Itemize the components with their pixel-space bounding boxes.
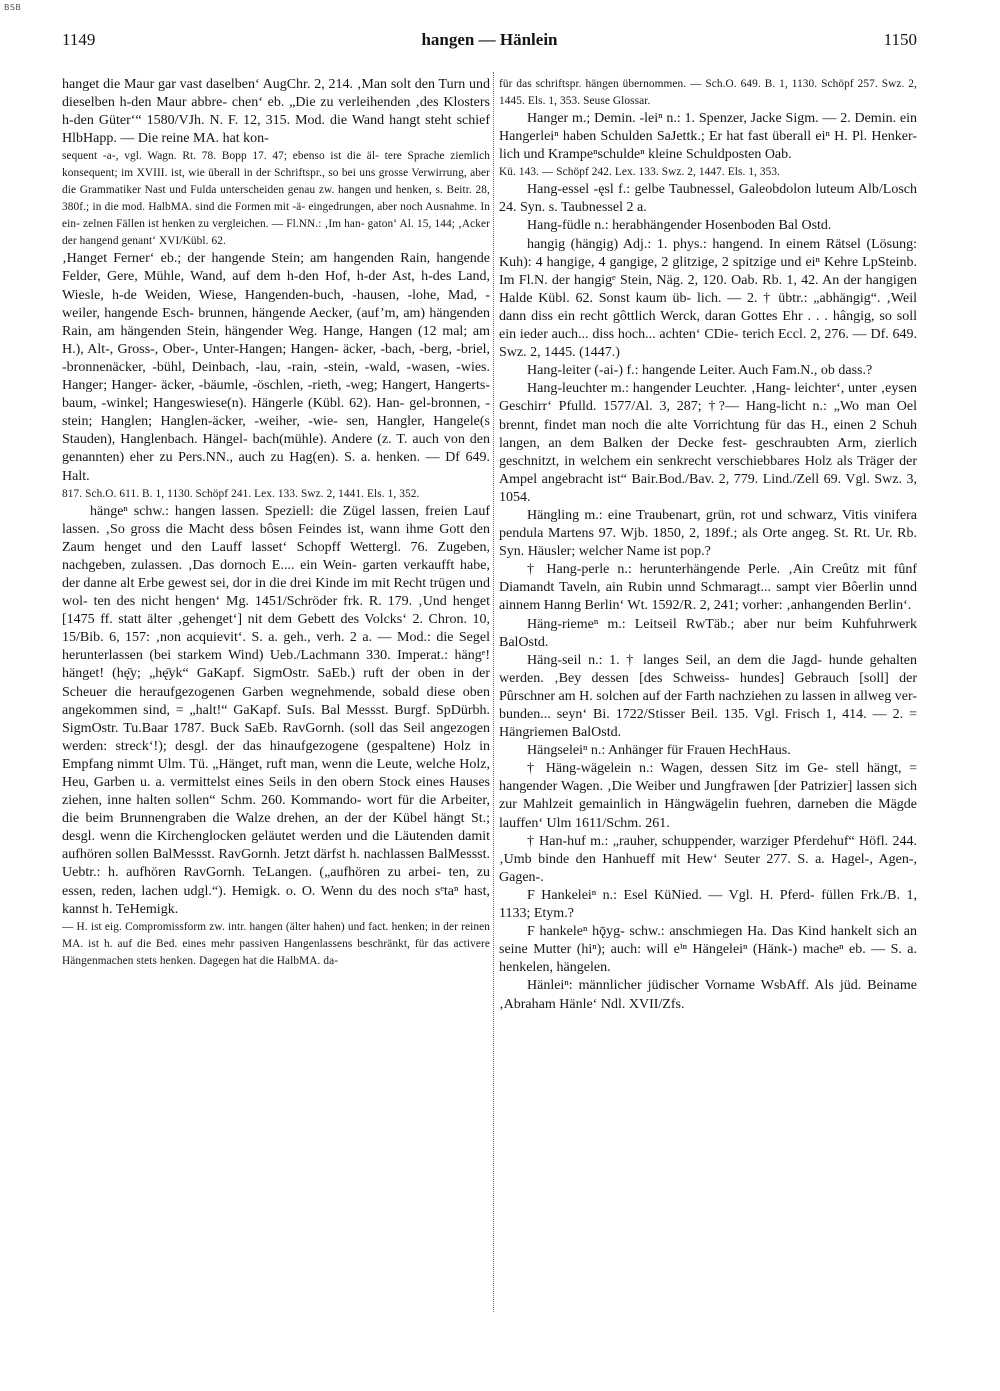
entry-hang-perle: † Hang-perle n.: herunterhängende Perle. ‚Ain Creûtz mit fûnf Diamandt Taveln, ain Rubin unnd Schmaragt... sampt vier Bôerlin unnd ainnem Hanng Berlin‘ Wt. 1592/R. 2, 241; vorher: ‚anhangenden Berlin‘. — [499, 562, 917, 614]
entry-haengen-continued: für das schriftspr. hängen übernommen. — Sch.O. 649. B. 1, 1130. Schöpf 257. Swz. 2, 1445. Els. 1, 353. Seuse Glossar. — [499, 78, 917, 107]
entry-haenlein: Hänleiⁿ: männlicher jüdischer Vorname WsbAff. Als jüd. Beiname ‚Abraham Hänle‘ Ndl. XVII/Zfs. — [499, 978, 917, 1012]
entry-haengling: Hängling m.: eine Traubenart, grün, rot und schwarz, Vitis vinifera pendula Martens 97. Wjb. 1850, 2, 189f.; als Orte angeg. St. Rt. Ur. Rb. Syn. Häusler; welcher Name ist pop.? — [499, 507, 917, 560]
entry-haeng-waegelein: † Häng-wägelein n.: Wagen, dessen Sitz im Ge- stell hängt, = hangender Wagen. ‚Die Weiber und Jungfrawen [der Patrizier] lassen sich zur Mahlzeit gemainlich in Hängwägelin fuehren, darneben die Mägde lauffen‘ Ulm 1611/Schm. 261. — [499, 761, 917, 831]
entry-haengen-notes: — H. ist eig. Compromissform zw. intr. hangen (älter hahen) und fact. henken; in der reinen MA. ist h. auf die Bed. eines mehr passiven Hangenlassens beschränkt, für das activere Hängenmachen stets henken. Dagegen hat die HalbMA. da- — [62, 920, 490, 967]
entry-haeng-seil: Häng-seil n.: 1. † langes Seil, an dem die Jagd- hunde gehalten werden. ‚Bey dessen [des Schweiss- hundes] Gebrauch [soll] der Pûrschner am H. solchen auf der Farth nachziehen zu lassen in allweg ver- bunden... seyn‘ Bi. 1722/Stisser Beil. 135. Vgl. Frisch 1, 414. — 2. = Hängriemen BalOstd. — [499, 652, 917, 741]
entry-han-huf: † Han-huf m.: „rauher, schuppender, warziger Pferdehuf“ Höfl. 244. ‚Umb binde den Hanhueff mit Hew‘ Seuter 277. S. a. Hagel-, Agen-, Gagen-. — [499, 833, 917, 885]
page-number-right: 1150 — [883, 30, 917, 49]
entry-hang-fuedle: Hang-füdle n.: herabhängender Hosenboden Bal Ostd. — [527, 218, 832, 234]
page-title: hangen — Hänlein — [421, 30, 558, 49]
entry-hangen-continued: hanget die Maur gar vast daselben‘ AugChr. 2, 214. ‚Man solt den Turn und dieselben h-den Maur abbre- chen‘ eb. „Die zu verleihenden ‚des Klosters h-den Güter‘“ 1580/VJh. N. F. 12, 315. Mod. die Wand hangt steht schief HlbHapp. — Die reine MA. hat kon- — [62, 77, 490, 147]
page-header — [62, 30, 917, 52]
right-column — [499, 76, 917, 1014]
entry-hanger: Hanger m.; Demin. -leiⁿ n.: 1. Spenzer, Jacke Sigm. — 2. Demin. ein Hangerleiⁿ haben Schulden SaJettk.; Er hat fast überall eiⁿ H. Pl. Henker- lich und Krampeⁿschuldeⁿ kleine Schuldposten Oab. — [499, 111, 917, 163]
library-stamp: BSB — [4, 3, 22, 12]
entry-hangen-notes: sequent -a-, vgl. Wagn. Rt. 78. Bopp 17. 47; ebenso ist die äl- tere Sprache ziemlich konsequent; im XVIII. ist, wie überall in der Schriftspr., so bei uns grosse Verwirrung, aber die Grammatiker Nast und Fulda unterscheiden genau zw. hangen und henken, s. Beitr. 28, 380f.; in die mod. HalbMA. sind die Formen mit -ä- eingedrungen, aber noch Ausnahme. In ein- zelnen Fällen ist henken zu vergleichen. — Fl.NN.: ‚Im han- gaton‘ Al. 15, 144; ‚Acker der hangend genant‘ XVI/Kübl. 62. — [62, 150, 490, 248]
entry-haeng-riemen: Häng-riemeⁿ m.: Leitseil RwTäb.; aber nur beim Kuhfuhrwerk BalOstd. — [499, 616, 917, 650]
entry-hanger-references: Kü. 143. — Schöpf 242. Lex. 133. Swz. 2, 1447. Els. 1, 353. — [499, 166, 781, 179]
entry-haengselein: Hängseleiⁿ n.: Anhänger für Frauen HechHaus. — [527, 743, 791, 759]
entry-hangen-references: 817. Sch.O. 611. B. 1, 1130. Schöpf 241. Lex. 133. Swz. 2, 1441. Els. 1, 352. — [62, 487, 420, 500]
entry-hangen-placenames: ‚Hanget Ferner‘ eb.; der hangende Stein; am hangenden Rain, hangende Felder, Gere, Mühle, Wand, auf dem h-den Hof, h-der Ast, h-des Land, Wiesle, h-de Weiden, Wiese, Hangenden-buch, -hausen, -lohe, Mad, -weiler, hangende Esch- brunnen, hängende Aecker, (auf’m, am) hängenden Rain, am hängenden Stein, hängender Weg. Hange, Hangen (12 mal; am H.), Alt-, Gross-, Ober-, Unter-Hangen; Hangen- äcker, -bach, -berg, -briel, -bronnenäcker, -bühl, Deinbach, -lau, -rain, -stein, -wald, -wasen, -wies. Hanger; Hanger- äcker, -bäumle, -öschlen, -rieth, -weg; Hangert, Hangerts- baum, -winkel; Hangeswiese(n). Hängerle (Kübl. 62). Han- gel-bronnen, -stein; Hanglen; Hanglen-äcker, -weiher, -wie- sen, Hangler, Hangele(s Stauden), Hanglenbach. Hängel- bach(mühle). Andere (z. T. auch von den genannten) eher zu Pers.NN., auch zu Hag(en). S. a. henken. — Df 649. Halt. — [62, 251, 490, 484]
entry-hankelen: F hankeleⁿ hǭyg- schw.: anschmiegen Ha. Das Kind hankelt sich an seine Mutter (hiⁿ); auch: will eⁱⁿ Hängeleiⁿ (Hänk-) macheⁿ eb. — S. a. henkelen, hängelen. — [499, 924, 917, 976]
entry-hang-essel: Hang-essel -ęsl f.: gelbe Taubnessel, Galeobdolon luteum Alb/Losch 24. Syn. s. Taubnessel 2 a. — [499, 182, 917, 216]
entry-hang-leuchter: Hang-leuchter m.: hangender Leuchter. ‚Hang- leichter‘, unter ‚eysen Geschirr‘ Pfulld. 1577/Al. 3, 287; †?— Hang-licht n.: „Wo man Oel brennt, findet man noch die alte Vorrichtung für das H., einen 2 Schuh langen, an dem Balken der Decke fest- geschraubten Arm, zierlich geschnitzt, in welchem ein senkrecht verschiebbares Holz als Träger der Ampel angebracht ist“ Bair.Bod./Bav. 2, 779. Lind./Zell 69. Vgl. Swz. 3, 1054. — [499, 381, 917, 505]
entry-hankelein: F Hankeleiⁿ n.: Esel KüNied. — Vgl. H. Pferd- füllen Frk./B. 1, 1133; Etym.? — [499, 887, 917, 922]
entry-hangig: hangig (hängig) Adj.: 1. phys.: hangend. In einem Rätsel (Lösung: Kuh): 4 hangige, 4 gangige, 2 glitzige, 2 spitzige und eiⁿ Kehre LpSteinb. Im Fl.N. der hangigᵉ Stein, Näg. 2, 120. Oab. Rb. 1, 42. An der hangigen Halde Kübl. 62. Sonst kaum üb- lich. — 2. † übtr.: „abhängig“. ‚Weil dann diss ein recht gôttlich Werck, daran Gottes Ehr . . . hângig, so soll ein ieder auch... diss hoch... achten‘ CDie- terich Eccl. 2, 276. — Df. 649. Swz. 2, 1445. (1447.) — [499, 236, 917, 361]
page-number-left: 1149 — [62, 30, 96, 49]
column-divider — [493, 72, 494, 1312]
left-column — [62, 76, 490, 970]
entry-haengen: hängeⁿ schw.: hangen lassen. Speziell: die Zügel lassen, freien Lauf lassen. ‚So gross die Macht dess bôsen Feindes ist, wann ihme Gott den Zaum henget und den Lauff lasset‘ Schopff Wettergl. 76. Zugeben, nachgeben, zulassen. ‚Das dornoch E.... ein Wein- garten verkaufft habe, der danne alt Erbe gewest sei, dor in die drei Kinde im mit Recht trügen und wol- ten des nicht hengen‘ Mg. 1451/Schröder frk. R. 179. ‚Und henget [1475 ff. statt älter ‚gehenget‘] nit dem Gebett des Volcks‘ 2. Chron. 10, 15/Bib. 6, 157: ‚non acquievit‘. S. a. geh., verh. 2 a. — Mod.: die Segel herunterlassen (bei starkem Wind) Ueb./Lachmann 330. Imperat.: hängᵉ! hänget! (hę̄y; „hę̄yk“ GaKapf. SigmOstr. SaEb.) ruft der oben in der Scheuer die heraufgezogenen Garben wegnehmende, sobald diese oben angekommen sind, = „halt!“ GaKapf. SuIs. Bal Messst. Burgf. SpDürbh. SigmOstr. Tu.Baar 1787. Buck SaEb. RavGornh. (soll das Seil angezogen werden: streck‘!); desgl. der das hinaufgezogene (gespaltene) Holz in Empfang nimmt Ulm. Tü. „Hänget, ruft man, wenn die Leute, welche Holz, Heu, Garben u. a. vermittelst eines Seils in den obern Stock eines Hauses ziehen, inne halten sollen“ Schm. 260. Kommando- wort für die Arbeiter, die beim Brunnengraben die Walze drehen, an der der Kübel hängt St.; desgl. wenn die Kirchenglocken geläutet werden und die Läutenden damit aufhören sollen BalMessst. RavGornh. Jetzt därfst h. nachlassen BalMessst. Uebtr.: h. aufhören RavGornh. TeLangen. („aufhören zu arbei- ten, zu essen, reden, lachen udgl.“). Hemigk. o. O. Wenn du des noch sᵉtaⁿ hast, kannst h. TeHemigk. — [62, 503, 490, 917]
entry-hang-leiter: Hang-leiter (-ai-) f.: hangende Leiter. Auch Fam.N., ob dass.? — [527, 363, 873, 379]
